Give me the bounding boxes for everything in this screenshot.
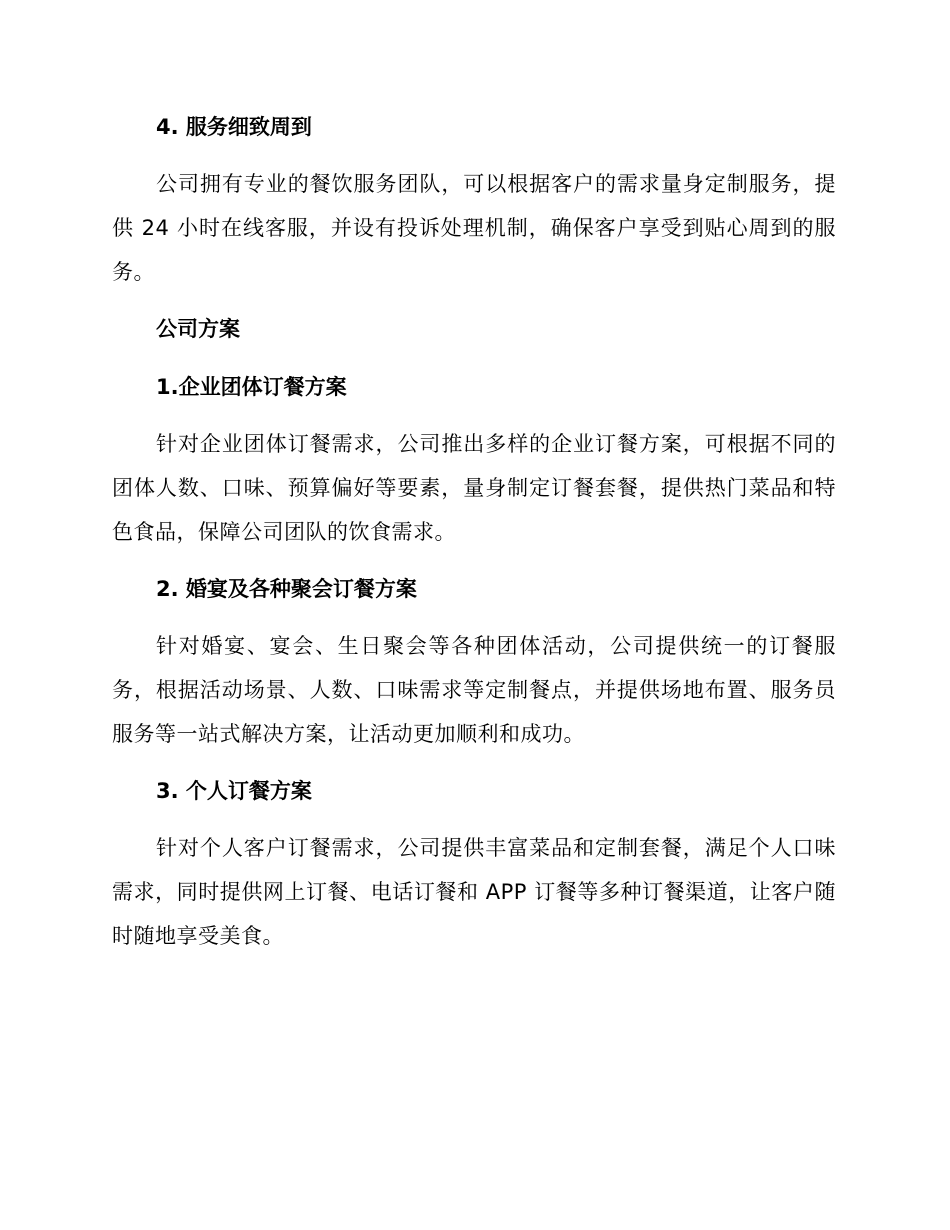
section-heading-enterprise-plan: 1.企业团体订餐方案 — [156, 375, 347, 399]
section-heading-company-plans: 公司方案 — [156, 317, 240, 341]
section-paragraph-banquet-plan: 针对婚宴、宴会、生日聚会等各种团体活动，公司提供统一的订餐服务，根据活动场景、人数、口味需求等定制餐点，并提供场地布置、服务员服务等一站式解决方案，让活动更加顺利和成功。 — [112, 634, 836, 746]
section-paragraph-personal-plan: 针对个人客户订餐需求，公司提供丰富菜品和定制套餐，满足个人口味需求，同时提供网上订餐、电话订餐和 APP 订餐等多种订餐渠道，让客户随时随地享受美食。 — [112, 836, 836, 948]
document-body — [112, 104, 836, 970]
section-paragraph-service: 公司拥有专业的餐饮服务团队，可以根据客户的需求量身定制服务，提供 24 小时在线客服，并设有投诉处理机制，确保客户享受到贴心周到的服务。 — [112, 172, 836, 284]
section-paragraph-enterprise-plan: 针对企业团体订餐需求，公司推出多样的企业订餐方案，可根据不同的团体人数、口味、预算偏好等要素，量身制定订餐套餐，提供热门菜品和特色食品，保障公司团队的饮食需求。 — [112, 432, 836, 544]
section-heading-banquet-plan: 2. 婚宴及各种聚会订餐方案 — [156, 577, 417, 601]
section-heading-service: 4. 服务细致周到 — [156, 115, 312, 139]
section-heading-personal-plan: 3. 个人订餐方案 — [156, 779, 312, 803]
